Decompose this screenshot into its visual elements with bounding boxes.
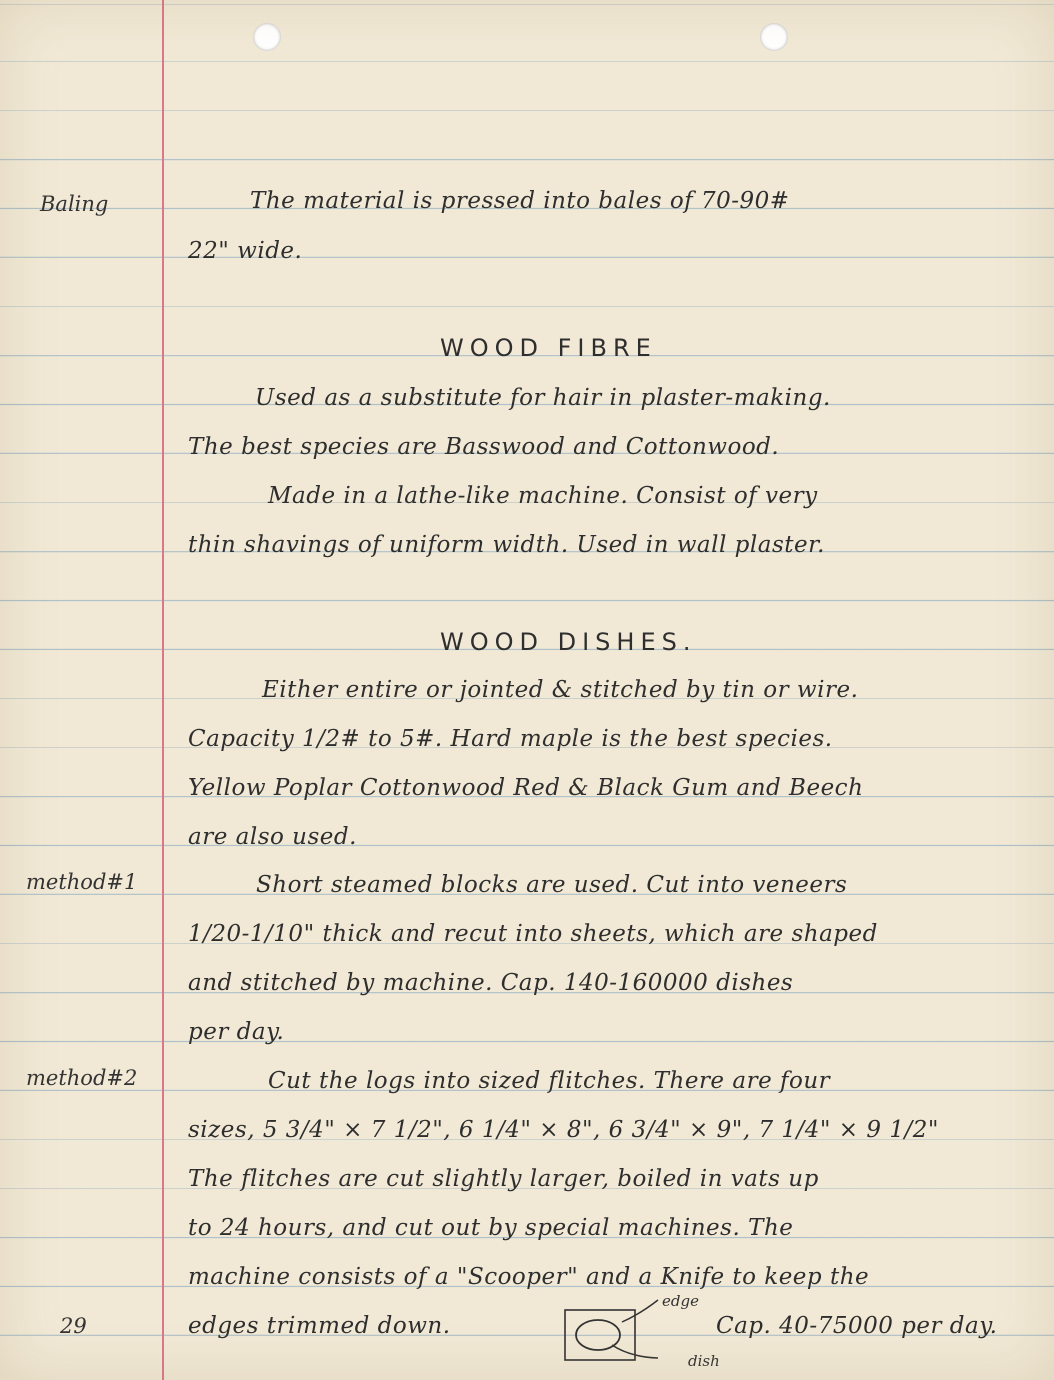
text-line: Either entire or jointed & stitched by tin or wire. (262, 677, 859, 703)
margin-rule (162, 0, 164, 1380)
text-line: to 24 hours, and cut out by special machines. The (188, 1215, 794, 1241)
page-number: 29 (60, 1314, 87, 1338)
text-line: Capacity 1/2# to 5#. Hard maple is the best species. (188, 726, 833, 752)
text-line: Yellow Poplar Cottonwood Red & Black Gum and Beech (188, 775, 864, 801)
text-line: and stitched by machine. Cap. 140-160000 dishes (188, 970, 794, 996)
punch-hole (253, 23, 281, 51)
sketch-label-edge: edge (662, 1292, 699, 1310)
text-line: Short steamed blocks are used. Cut into veneers (256, 872, 848, 898)
text-line: The material is pressed into bales of 70-90# (250, 188, 790, 214)
margin-note-method-1: method#1 (26, 870, 138, 894)
text-line: edges trimmed down. (188, 1313, 451, 1339)
text-line: per day. (188, 1019, 285, 1045)
punch-hole (760, 23, 788, 51)
text-line: Cap. 40-75000 per day. (716, 1313, 998, 1339)
text-line: The flitches are cut slightly larger, boiled in vats up (188, 1166, 819, 1192)
margin-note-baling: Baling (40, 192, 109, 216)
text-line: sizes, 5 3/4" × 7 1/2", 6 1/4" × 8", 6 3/4" × 9", 7 1/4" × 9 1/2" (188, 1117, 939, 1143)
text-line: machine consists of a "Scooper" and a Knife to keep the (188, 1264, 870, 1290)
text-line: Used as a substitute for hair in plaster-making. (255, 385, 831, 411)
text-line: The best species are Basswood and Cottonwood. (188, 434, 780, 460)
text-line: Made in a lathe-like machine. Consist of very (268, 483, 818, 509)
text-line: thin shavings of uniform width. Used in wall plaster. (188, 532, 825, 558)
section-heading-wood-dishes: WOOD DISHES. (440, 628, 697, 656)
text-line: 1/20-1/10" thick and recut into sheets, which are shaped (188, 921, 878, 947)
margin-note-method-2: method#2 (26, 1066, 138, 1090)
section-heading-wood-fibre: WOOD FIBRE (440, 334, 657, 362)
text-line: are also used. (188, 824, 357, 850)
text-line: Cut the logs into sized flitches. There are four (268, 1068, 831, 1094)
text-line: 22" wide. (188, 238, 303, 264)
sketch-label-dish: dish (688, 1352, 720, 1370)
